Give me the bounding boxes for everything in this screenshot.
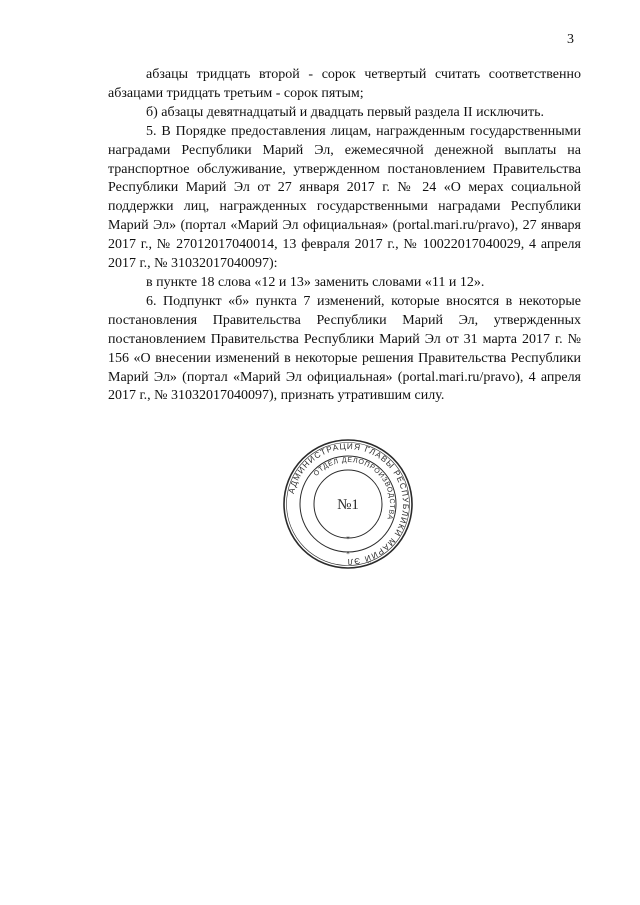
document-body	[108, 66, 581, 406]
stamp-seal-graphic	[281, 437, 415, 571]
stamp-star-icon: *	[346, 535, 350, 543]
official-stamp	[281, 437, 415, 571]
paragraph-abzatsy-renumber: абзацы тридцать второй - сорок четвертый считать соответственно абзацами тридцать третьим - сорок пятым;	[108, 67, 581, 101]
paragraph-item-5: 5. В Порядке предоставления лицам, награжденным государственными наградами Республики Марий Эл, ежемесячной денежной выплаты на транспортное обслуживание, утвержденном постановлением Правительства Республики Марий Эл от 27 января 2017 г. № 24 «О мерах социальной поддержки лиц, награжденных государственными наградами Республики Марий Эл» (портал «Марий Эл официальная» (portal.mari.ru/pravo), 27 января 2017 г., № 27012017040014, 13 февраля 2017 г., № 10022017040029, 4 апреля 2017 г., № 31032017040097):	[108, 123, 581, 272]
stamp-outer-text: АДМИНИСТРАЦИЯ ГЛАВЫ РЕСПУБЛИКИ МАРИЙ ЭЛ	[287, 441, 411, 567]
stamp-inner-text: ОТДЕЛ ДЕЛОПРОИЗВОДСТВА	[312, 456, 396, 521]
paragraph-item-6: 6. Подпункт «б» пункта 7 изменений, которые вносятся в некоторые постановления Правительства Республики Марий Эл, утвержденных постановлением Правительства Республики Марий Эл от 31 марта 2017 г. № 156 «О внесении изменений в некоторые решения Правительства Республики Марий Эл» (портал «Марий Эл официальная» (portal.mari.ru/pravo), 4 апреля 2017 г., № 31032017040097), признать утратившим силу.	[108, 293, 581, 404]
paragraph-item-5-change: в пункте 18 слова «12 и 13» заменить словами «11 и 12».	[146, 274, 485, 290]
page-number: 3	[567, 32, 574, 47]
stamp-star-outer-icon: *	[346, 550, 350, 558]
paragraph-item-b: б) абзацы девятнадцатый и двадцать первый раздела II исключить.	[146, 104, 545, 120]
stamp-center-number: №1	[337, 497, 359, 513]
